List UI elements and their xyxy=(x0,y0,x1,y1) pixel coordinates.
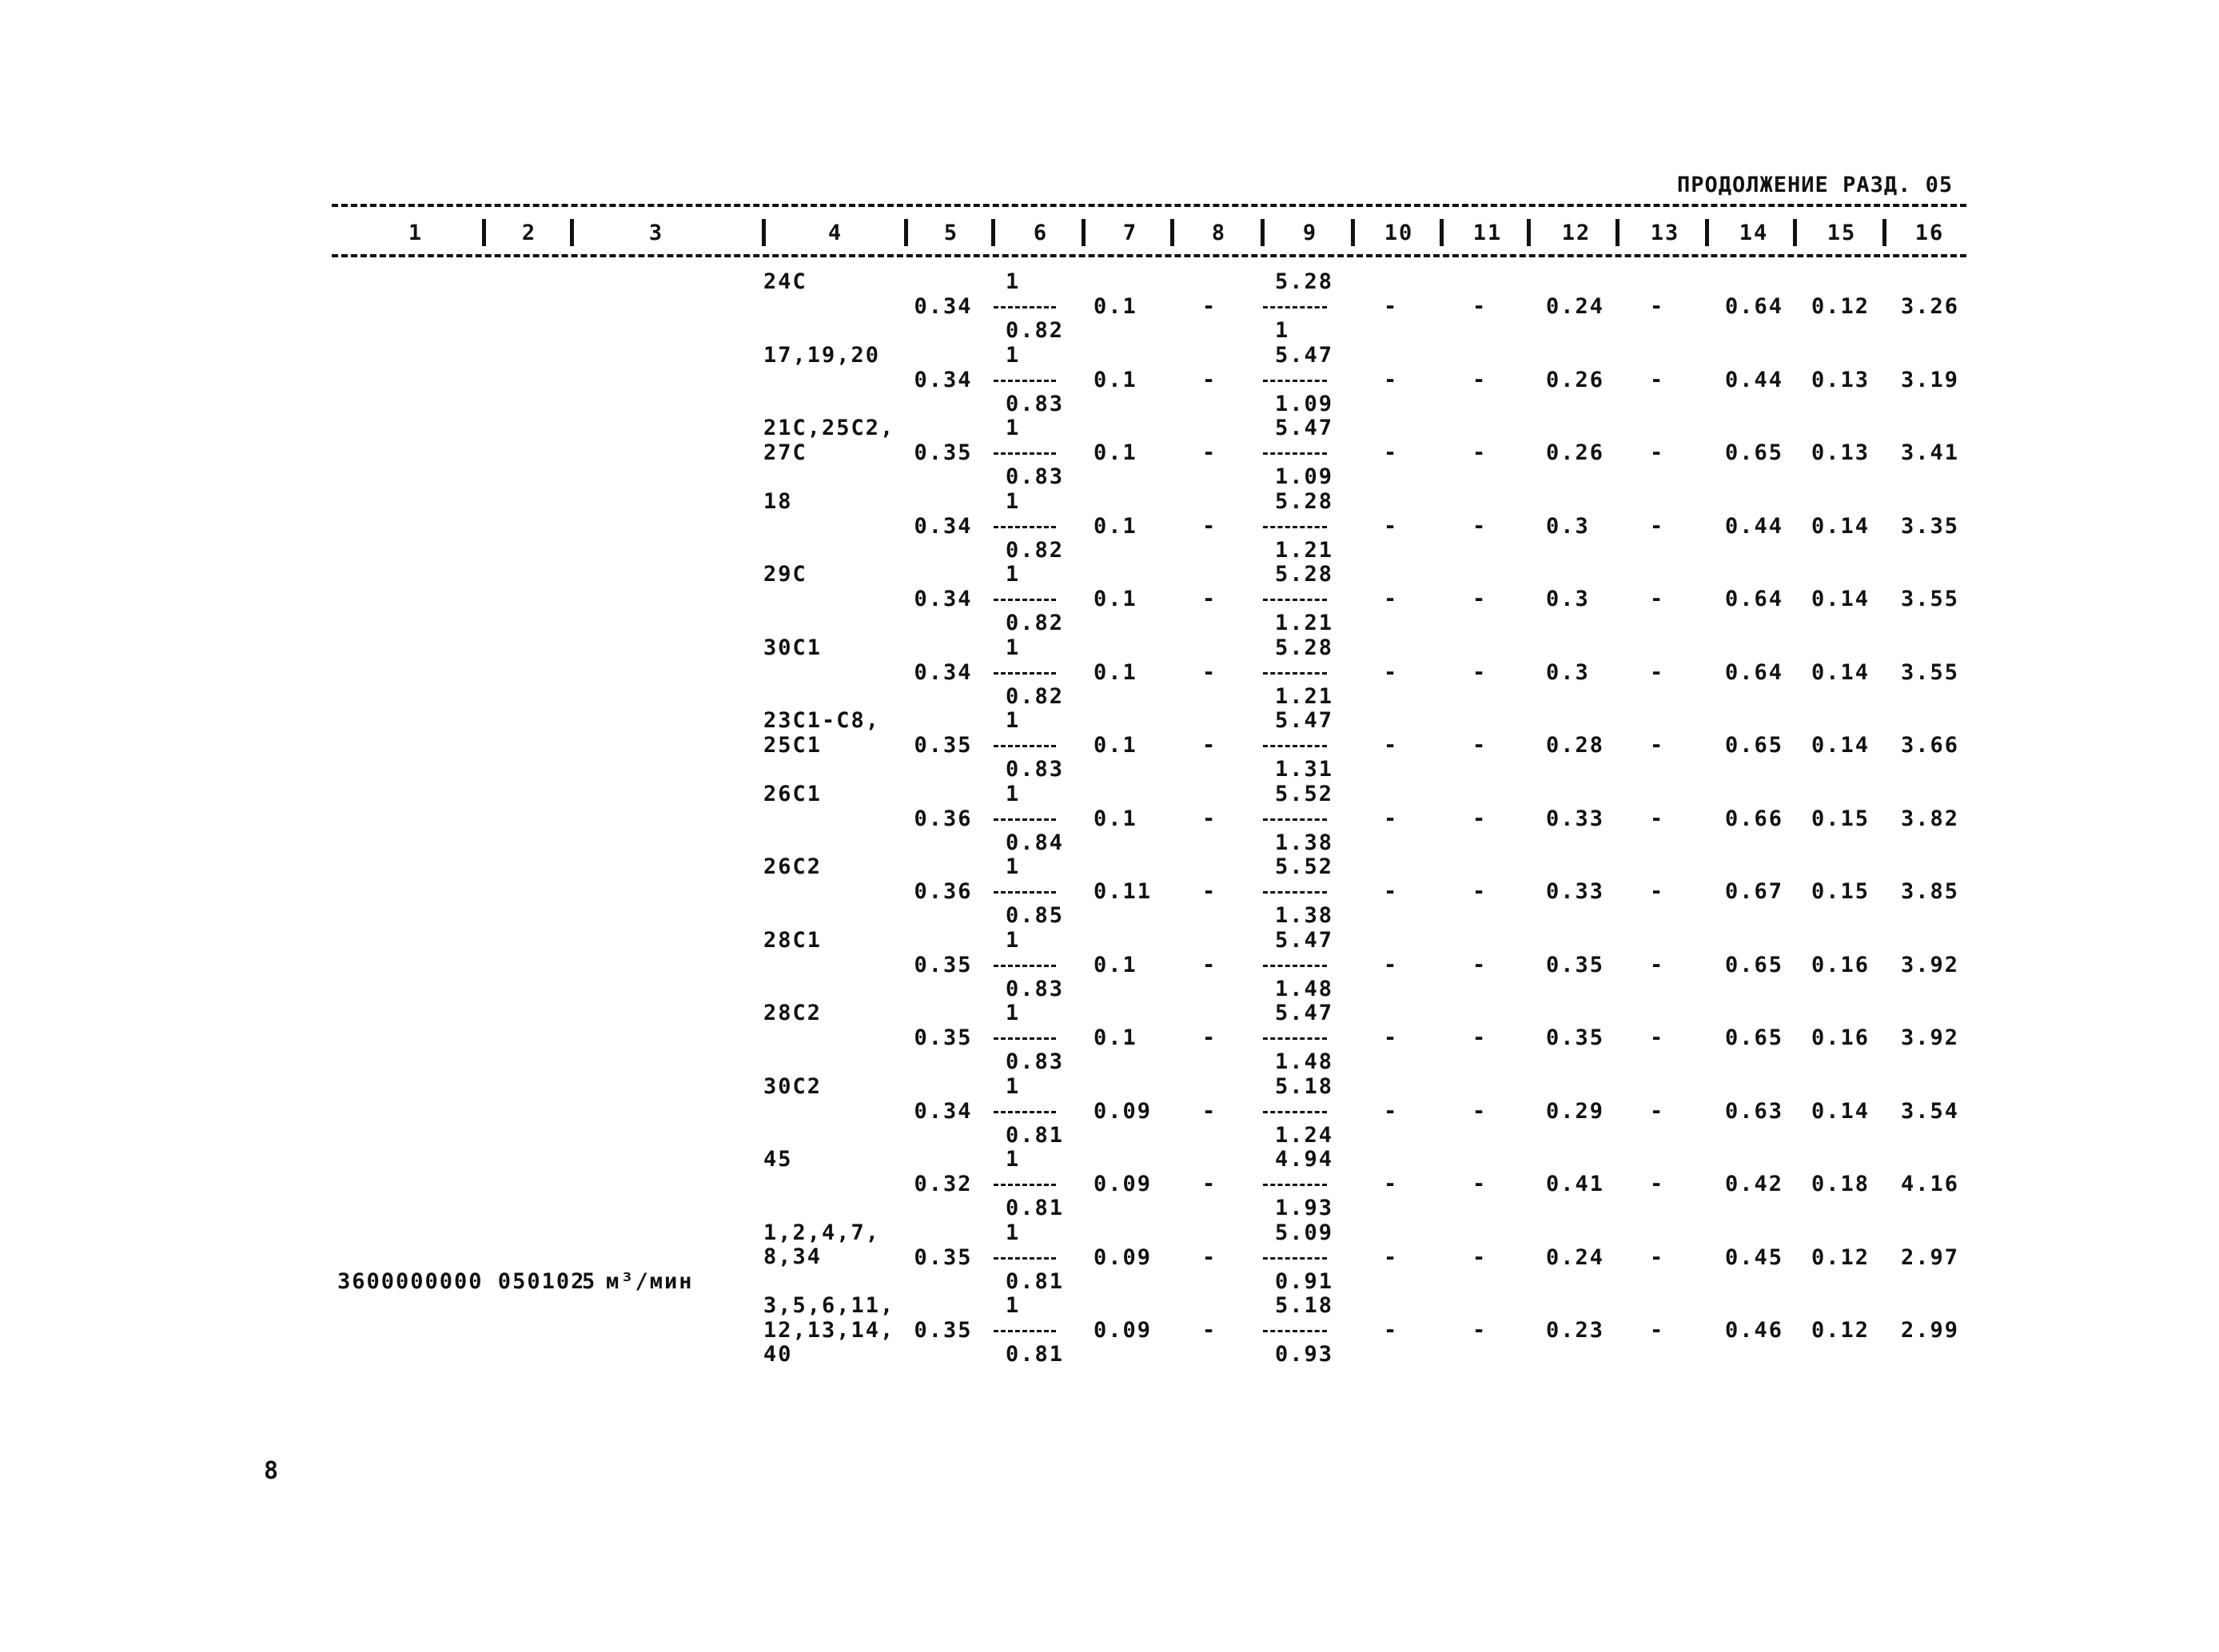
col-9-numerator: 5.47 xyxy=(1275,342,1334,368)
col-9-numerator: 5.47 xyxy=(1275,416,1334,440)
cell-col-15: 0.13 xyxy=(1811,440,1870,465)
col-9-numerator: 5.47 xyxy=(1275,708,1334,733)
rated-capacity: 5 xyxy=(582,1268,597,1294)
fraction-bar xyxy=(1263,1037,1327,1040)
cell-col-10: - xyxy=(1384,659,1399,685)
cell-col-11: - xyxy=(1472,879,1488,904)
cell-col-13: - xyxy=(1650,294,1665,319)
cell-col-10: - xyxy=(1384,1172,1399,1196)
column-separator xyxy=(482,219,486,246)
cell-col-12: 0.3 xyxy=(1546,587,1590,611)
cell-col-14: 0.64 xyxy=(1725,587,1784,611)
column-header-9: 9 xyxy=(1302,221,1318,245)
row-label: 17,19,20 xyxy=(763,342,881,368)
cell-col-10: - xyxy=(1384,513,1399,539)
cell-col-14: 0.66 xyxy=(1725,806,1784,831)
col-6-numerator: 1 xyxy=(1006,562,1021,587)
col-9-denominator: 0.93 xyxy=(1275,1342,1334,1367)
cell-col-12: 0.3 xyxy=(1546,659,1590,685)
col-9-numerator: 5.47 xyxy=(1275,1001,1334,1025)
col-9-denominator: 1.24 xyxy=(1275,1122,1334,1148)
cell-col-14: 0.64 xyxy=(1725,294,1784,319)
cell-col-13: - xyxy=(1650,733,1665,758)
cell-col-11: - xyxy=(1472,733,1488,758)
cell-col-15: 0.14 xyxy=(1811,587,1870,611)
cell-col-13: - xyxy=(1650,806,1665,831)
cell-col-13: - xyxy=(1650,1318,1665,1343)
fraction-bar xyxy=(994,1111,1056,1113)
cell-col-11: - xyxy=(1472,440,1488,465)
column-header-8: 8 xyxy=(1211,221,1227,245)
column-separator xyxy=(762,219,766,246)
column-header-12: 12 xyxy=(1561,221,1592,245)
cell-col-5: 0.34 xyxy=(914,513,973,539)
cell-col-13: - xyxy=(1650,513,1665,539)
cell-col-13: - xyxy=(1650,659,1665,685)
col-6-denominator: 0.83 xyxy=(1006,1049,1065,1074)
cell-col-8: - xyxy=(1202,1318,1217,1343)
col-6-numerator: 1 xyxy=(1006,1220,1021,1245)
row-label: 40 xyxy=(763,1342,793,1367)
row-label: 27C xyxy=(763,440,807,465)
col-6-denominator: 0.81 xyxy=(1006,1122,1065,1148)
cell-col-14: 0.44 xyxy=(1725,513,1784,539)
col-6-numerator: 1 xyxy=(1006,416,1021,440)
column-separator xyxy=(1082,219,1086,246)
col-9-denominator: 1.21 xyxy=(1275,611,1334,635)
column-separator xyxy=(1882,219,1886,246)
column-separator xyxy=(991,219,995,246)
cell-col-12: 0.41 xyxy=(1546,1172,1605,1196)
cell-col-16: 3.92 xyxy=(1901,1025,1960,1050)
column-header-11: 11 xyxy=(1472,221,1503,245)
cell-col-11: - xyxy=(1472,1244,1488,1270)
cell-col-11: - xyxy=(1472,1172,1488,1196)
cell-col-8: - xyxy=(1202,659,1217,685)
cell-col-12: 0.33 xyxy=(1546,806,1605,831)
cell-col-16: 2.97 xyxy=(1901,1244,1960,1270)
fraction-bar xyxy=(1263,1111,1327,1113)
column-separator xyxy=(1705,219,1709,246)
cell-col-12: 0.29 xyxy=(1546,1098,1605,1124)
fraction-bar xyxy=(1263,1184,1327,1186)
row-label: 25C1 xyxy=(763,732,823,758)
cell-col-13: - xyxy=(1650,1172,1665,1196)
cell-col-13: - xyxy=(1650,1098,1665,1124)
cell-col-10: - xyxy=(1384,1244,1399,1270)
col-6-numerator: 1 xyxy=(1006,269,1021,294)
cell-col-15: 0.12 xyxy=(1811,1244,1870,1270)
cell-col-15: 0.14 xyxy=(1811,513,1870,539)
cell-col-13: - xyxy=(1650,879,1665,904)
col-6-numerator: 1 xyxy=(1006,1147,1021,1172)
cell-col-7: 0.09 xyxy=(1094,1244,1153,1270)
cell-col-12: 0.23 xyxy=(1546,1318,1605,1343)
cell-col-5: 0.35 xyxy=(914,952,973,977)
row-label: 30C2 xyxy=(763,1073,823,1099)
col-6-denominator: 0.82 xyxy=(1006,611,1065,635)
fraction-bar xyxy=(1263,306,1327,309)
cell-col-8: - xyxy=(1202,513,1217,539)
col-6-denominator: 0.83 xyxy=(1006,757,1065,782)
cell-col-11: - xyxy=(1472,1318,1488,1343)
col-9-denominator: 1 xyxy=(1275,318,1290,343)
row-label: 28C1 xyxy=(763,927,823,953)
row-label: 45 xyxy=(763,1147,793,1172)
cell-col-14: 0.65 xyxy=(1725,733,1784,758)
column-separator xyxy=(1527,219,1531,246)
col-6-denominator: 0.81 xyxy=(1006,1268,1065,1294)
row-label: 23C1-C8, xyxy=(763,708,881,733)
header-top-rule xyxy=(332,204,1966,207)
cell-col-7: 0.1 xyxy=(1094,440,1137,465)
cell-col-7: 0.1 xyxy=(1094,952,1137,977)
col-6-numerator: 1 xyxy=(1006,342,1021,368)
fraction-bar xyxy=(994,672,1056,675)
col-9-numerator: 5.52 xyxy=(1275,854,1334,879)
cell-col-12: 0.28 xyxy=(1546,733,1605,758)
cell-col-12: 0.24 xyxy=(1546,294,1605,319)
column-header-3: 3 xyxy=(648,221,664,245)
row-label: 3,5,6,11, xyxy=(763,1293,895,1318)
row-label: 30C1 xyxy=(763,635,823,660)
cell-col-13: - xyxy=(1650,952,1665,977)
cell-col-15: 0.15 xyxy=(1811,879,1870,904)
cell-col-14: 0.45 xyxy=(1725,1244,1784,1270)
col-6-denominator: 0.83 xyxy=(1006,391,1065,416)
cell-col-7: 0.1 xyxy=(1094,587,1137,611)
cell-col-8: - xyxy=(1202,294,1217,319)
cell-col-13: - xyxy=(1650,587,1665,611)
cell-col-8: - xyxy=(1202,806,1217,831)
cell-col-10: - xyxy=(1384,367,1399,392)
cell-col-16: 4.16 xyxy=(1901,1172,1960,1196)
col-6-numerator: 1 xyxy=(1006,1293,1021,1318)
cell-col-16: 3.41 xyxy=(1901,440,1960,465)
fraction-bar xyxy=(994,965,1056,967)
cell-col-5: 0.35 xyxy=(914,1318,973,1343)
fraction-bar xyxy=(994,1037,1056,1040)
col-9-denominator: 1.48 xyxy=(1275,976,1334,1001)
col-9-numerator: 4.94 xyxy=(1275,1147,1334,1172)
cell-col-16: 3.35 xyxy=(1901,513,1960,539)
cell-col-14: 0.63 xyxy=(1725,1098,1784,1124)
cell-col-14: 0.67 xyxy=(1725,879,1784,904)
cell-col-5: 0.32 xyxy=(914,1172,973,1196)
col-6-numerator: 1 xyxy=(1006,1073,1021,1099)
cell-col-11: - xyxy=(1472,367,1488,392)
cell-col-15: 0.14 xyxy=(1811,1098,1870,1124)
cell-col-15: 0.16 xyxy=(1811,952,1870,977)
col-6-numerator: 1 xyxy=(1006,854,1021,879)
cell-col-14: 0.65 xyxy=(1725,1025,1784,1050)
col-9-numerator: 5.18 xyxy=(1275,1073,1334,1099)
section-caption: ПРОДОЛЖЕНИЕ РАЗД. 05 xyxy=(1677,173,1954,197)
column-separator xyxy=(1440,219,1444,246)
cell-col-11: - xyxy=(1472,806,1488,831)
cell-col-16: 3.82 xyxy=(1901,806,1960,831)
fraction-bar xyxy=(1263,599,1327,601)
cell-col-16: 3.55 xyxy=(1901,587,1960,611)
cell-col-5: 0.36 xyxy=(914,879,973,904)
fraction-bar xyxy=(1263,891,1327,894)
cell-col-7: 0.1 xyxy=(1094,513,1137,539)
column-separator xyxy=(570,219,574,246)
col-6-numerator: 1 xyxy=(1006,781,1021,806)
col-6-numerator: 1 xyxy=(1006,1001,1021,1025)
col-6-numerator: 1 xyxy=(1006,488,1021,514)
col-6-denominator: 0.82 xyxy=(1006,537,1065,563)
fraction-bar xyxy=(1263,818,1327,821)
header-bottom-rule xyxy=(332,254,1966,257)
row-label: 26C2 xyxy=(763,854,823,879)
cell-col-10: - xyxy=(1384,806,1399,831)
column-separator xyxy=(1261,219,1265,246)
cell-col-13: - xyxy=(1650,1244,1665,1270)
col-6-denominator: 0.83 xyxy=(1006,464,1065,489)
column-header-4: 4 xyxy=(827,221,843,245)
cell-col-14: 0.65 xyxy=(1725,952,1784,977)
fraction-bar xyxy=(994,1330,1056,1332)
cell-col-11: - xyxy=(1472,1098,1488,1124)
cell-col-11: - xyxy=(1472,952,1488,977)
column-separator xyxy=(1793,219,1797,246)
col-9-denominator: 1.21 xyxy=(1275,683,1334,709)
cell-col-12: 0.35 xyxy=(1546,1025,1605,1050)
col-9-denominator: 1.38 xyxy=(1275,903,1334,928)
column-separator xyxy=(1615,219,1619,246)
cell-col-7: 0.1 xyxy=(1094,659,1137,685)
cell-col-16: 3.26 xyxy=(1901,294,1960,319)
fraction-bar xyxy=(994,1184,1056,1186)
cell-col-16: 3.92 xyxy=(1901,952,1960,977)
col-9-denominator: 1.21 xyxy=(1275,537,1334,563)
cell-col-11: - xyxy=(1472,294,1488,319)
fraction-bar xyxy=(994,745,1056,747)
row-label: 1,2,4,7, xyxy=(763,1220,881,1245)
column-header-7: 7 xyxy=(1122,221,1138,245)
row-label: 12,13,14, xyxy=(763,1317,895,1343)
cell-col-16: 3.54 xyxy=(1901,1098,1960,1124)
cell-col-5: 0.35 xyxy=(914,1025,973,1050)
column-separator xyxy=(904,219,908,246)
cell-col-14: 0.42 xyxy=(1725,1172,1784,1196)
col-9-numerator: 5.28 xyxy=(1275,269,1334,294)
cell-col-13: - xyxy=(1650,367,1665,392)
col-6-denominator: 0.84 xyxy=(1006,830,1065,855)
col-9-denominator: 1.93 xyxy=(1275,1196,1334,1220)
cell-col-12: 0.26 xyxy=(1546,367,1605,392)
cell-col-15: 0.14 xyxy=(1811,733,1870,758)
column-separator xyxy=(1170,219,1174,246)
fraction-bar xyxy=(994,1257,1056,1260)
fraction-bar xyxy=(1263,1330,1327,1332)
cell-col-12: 0.35 xyxy=(1546,952,1605,977)
fraction-bar xyxy=(994,306,1056,309)
page-number: 8 xyxy=(264,1457,281,1485)
col-9-numerator: 5.28 xyxy=(1275,488,1334,514)
cell-col-7: 0.09 xyxy=(1094,1098,1153,1124)
cell-col-10: - xyxy=(1384,294,1399,319)
cell-col-16: 3.55 xyxy=(1901,659,1960,685)
cell-col-8: - xyxy=(1202,1025,1217,1050)
cell-col-5: 0.34 xyxy=(914,659,973,685)
fraction-bar xyxy=(1263,1257,1327,1260)
cell-col-15: 0.12 xyxy=(1811,294,1870,319)
fraction-bar xyxy=(1263,452,1327,455)
col-6-numerator: 1 xyxy=(1006,927,1021,953)
cell-col-12: 0.3 xyxy=(1546,513,1590,539)
row-label: 24C xyxy=(763,269,807,294)
col-9-denominator: 1.09 xyxy=(1275,391,1334,416)
col-6-denominator: 0.81 xyxy=(1006,1196,1065,1220)
cell-col-12: 0.24 xyxy=(1546,1244,1605,1270)
col-6-denominator: 0.82 xyxy=(1006,683,1065,709)
fraction-bar xyxy=(994,526,1056,528)
row-label: 29C xyxy=(763,562,807,587)
fraction-bar xyxy=(994,818,1056,821)
cell-col-14: 0.64 xyxy=(1725,659,1784,685)
cell-col-8: - xyxy=(1202,587,1217,611)
col-9-denominator: 1.38 xyxy=(1275,830,1334,855)
col-9-numerator: 5.52 xyxy=(1275,781,1334,806)
cell-col-5: 0.34 xyxy=(914,294,973,319)
cell-col-8: - xyxy=(1202,879,1217,904)
column-header-14: 14 xyxy=(1739,221,1769,245)
fraction-bar xyxy=(1263,745,1327,747)
cell-col-13: - xyxy=(1650,440,1665,465)
cell-col-16: 3.85 xyxy=(1901,879,1960,904)
fraction-bar xyxy=(994,452,1056,455)
col-9-numerator: 5.47 xyxy=(1275,927,1334,953)
cell-col-8: - xyxy=(1202,952,1217,977)
cell-col-5: 0.34 xyxy=(914,1098,973,1124)
cell-col-14: 0.65 xyxy=(1725,440,1784,465)
cell-col-10: - xyxy=(1384,1318,1399,1343)
cell-col-15: 0.14 xyxy=(1811,659,1870,685)
column-header-16: 16 xyxy=(1914,221,1945,245)
cell-col-8: - xyxy=(1202,440,1217,465)
cell-col-5: 0.35 xyxy=(914,1244,973,1270)
col-9-denominator: 1.09 xyxy=(1275,464,1334,489)
col-9-denominator: 1.31 xyxy=(1275,757,1334,782)
col-6-numerator: 1 xyxy=(1006,708,1021,733)
cell-col-5: 0.34 xyxy=(914,587,973,611)
cell-col-15: 0.12 xyxy=(1811,1318,1870,1343)
cell-col-5: 0.36 xyxy=(914,806,973,831)
fraction-bar xyxy=(994,599,1056,601)
col-6-numerator: 1 xyxy=(1006,635,1021,660)
cell-col-12: 0.26 xyxy=(1546,440,1605,465)
cell-col-11: - xyxy=(1472,659,1488,685)
fraction-bar xyxy=(1263,526,1327,528)
col-9-numerator: 5.28 xyxy=(1275,635,1334,660)
column-separator xyxy=(1351,219,1355,246)
cell-col-13: - xyxy=(1650,1025,1665,1050)
cell-col-10: - xyxy=(1384,1025,1399,1050)
cell-col-5: 0.35 xyxy=(914,733,973,758)
cell-col-16: 2.99 xyxy=(1901,1318,1960,1343)
col-9-numerator: 5.18 xyxy=(1275,1293,1334,1318)
col-9-numerator: 5.28 xyxy=(1275,562,1334,587)
col-6-denominator: 0.81 xyxy=(1006,1342,1065,1367)
cell-col-8: - xyxy=(1202,1244,1217,1270)
cell-col-15: 0.13 xyxy=(1811,367,1870,392)
cell-col-7: 0.09 xyxy=(1094,1172,1153,1196)
cell-col-10: - xyxy=(1384,1098,1399,1124)
column-header-1: 1 xyxy=(408,221,424,245)
col-9-numerator: 5.09 xyxy=(1275,1220,1334,1245)
cell-col-7: 0.1 xyxy=(1094,367,1137,392)
cell-col-10: - xyxy=(1384,440,1399,465)
cell-col-11: - xyxy=(1472,1025,1488,1050)
cell-col-5: 0.35 xyxy=(914,440,973,465)
column-header-2: 2 xyxy=(521,221,537,245)
cell-col-14: 0.46 xyxy=(1725,1318,1784,1343)
cell-col-10: - xyxy=(1384,733,1399,758)
row-label: 26C1 xyxy=(763,781,823,806)
capacity-unit: м³/мин xyxy=(606,1268,694,1294)
fraction-bar xyxy=(1263,965,1327,967)
cell-col-8: - xyxy=(1202,1098,1217,1124)
cell-col-15: 0.16 xyxy=(1811,1025,1870,1050)
column-header-10: 10 xyxy=(1384,221,1414,245)
cell-col-16: 3.19 xyxy=(1901,367,1960,392)
cell-col-7: 0.1 xyxy=(1094,1025,1137,1050)
cell-col-7: 0.09 xyxy=(1094,1318,1153,1343)
cell-col-15: 0.15 xyxy=(1811,806,1870,831)
row-label: 28C2 xyxy=(763,1001,823,1025)
row-label: 18 xyxy=(763,488,793,514)
column-header-15: 15 xyxy=(1827,221,1857,245)
col-6-denominator: 0.83 xyxy=(1006,976,1065,1001)
cell-col-7: 0.11 xyxy=(1094,879,1153,904)
cell-col-7: 0.1 xyxy=(1094,806,1137,831)
cell-col-7: 0.1 xyxy=(1094,733,1137,758)
col-9-denominator: 1.48 xyxy=(1275,1049,1334,1074)
column-header-5: 5 xyxy=(943,221,959,245)
fraction-bar xyxy=(994,380,1056,382)
cell-col-12: 0.33 xyxy=(1546,879,1605,904)
cell-col-7: 0.1 xyxy=(1094,294,1137,319)
cell-col-10: - xyxy=(1384,952,1399,977)
cell-col-11: - xyxy=(1472,587,1488,611)
cell-col-8: - xyxy=(1202,367,1217,392)
cell-col-11: - xyxy=(1472,513,1488,539)
cell-col-5: 0.34 xyxy=(914,367,973,392)
col-9-denominator: 0.91 xyxy=(1275,1268,1334,1294)
column-header-6: 6 xyxy=(1033,221,1049,245)
cell-col-8: - xyxy=(1202,733,1217,758)
cell-col-16: 3.66 xyxy=(1901,733,1960,758)
object-code: 3600000000 050102 xyxy=(337,1268,586,1294)
cell-col-8: - xyxy=(1202,1172,1217,1196)
cell-col-15: 0.18 xyxy=(1811,1172,1870,1196)
fraction-bar xyxy=(1263,380,1327,382)
column-header-13: 13 xyxy=(1650,221,1680,245)
cell-col-10: - xyxy=(1384,587,1399,611)
row-label: 8,34 xyxy=(763,1244,823,1269)
col-6-denominator: 0.85 xyxy=(1006,903,1065,928)
fraction-bar xyxy=(1263,672,1327,675)
col-6-denominator: 0.82 xyxy=(1006,318,1065,343)
cell-col-14: 0.44 xyxy=(1725,367,1784,392)
fraction-bar xyxy=(994,891,1056,894)
row-label: 21C,25C2, xyxy=(763,416,895,440)
cell-col-10: - xyxy=(1384,879,1399,904)
